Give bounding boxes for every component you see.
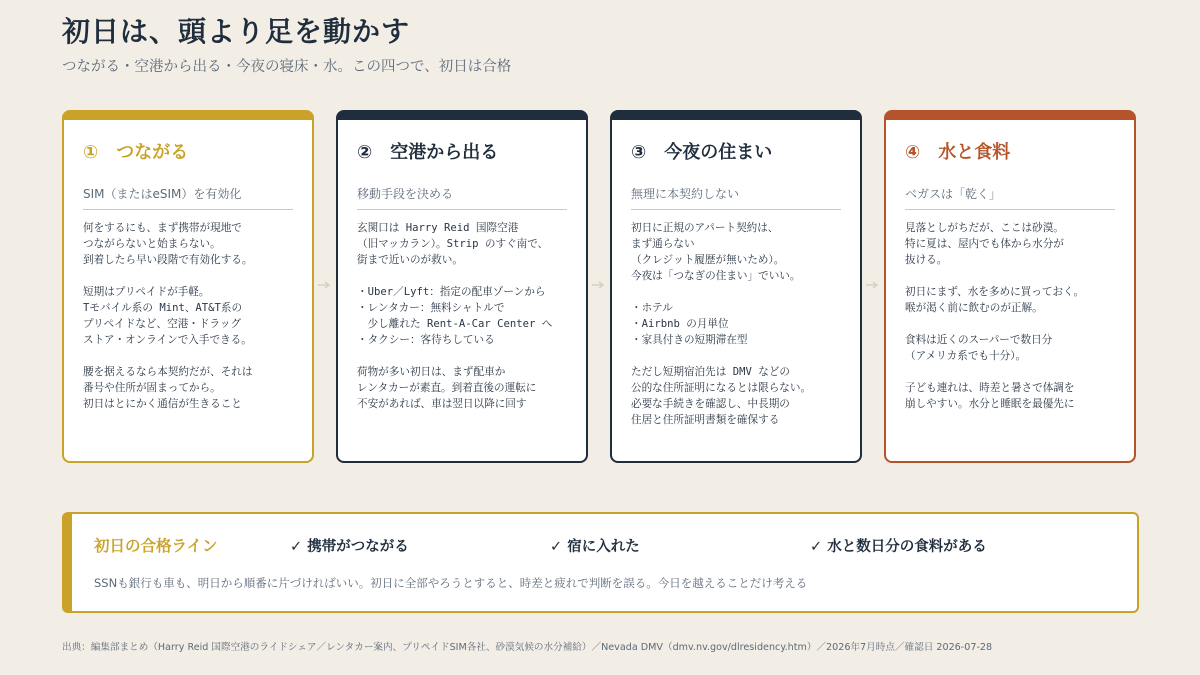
check-item-lodging: ✓ 宿に入れた	[550, 539, 640, 555]
card-water-food	[884, 110, 1136, 463]
card-divider	[357, 209, 567, 210]
arrow-right-icon	[318, 281, 332, 289]
summary-note: SSNも銀行も車も、明日から順番に片づければいい。初日に全部やろうとすると、時差と疲れで判断を誤る。今日を越えることだけ考える	[94, 576, 808, 590]
card-subtitle: 無理に本契約しない	[631, 187, 740, 201]
check-item-water-food: ✓ 水と数日分の食料がある	[810, 539, 987, 555]
page-subtitle: つながる・空港から出る・今夜の寝床・水。この四つで、初日は合格	[62, 59, 512, 75]
card-connect	[62, 110, 314, 463]
check-item-phone: ✓ 携帯がつながる	[290, 539, 409, 555]
card-lodging	[610, 110, 862, 463]
card-body: 何をするにも、まず携帯が現地で つながらないと始まらない。 到着したら早い段階で有効化する。 短期はプリペイドが手軽。 Tモバイル系の Mint、AT&T系の プリペイドなど、空港・ドラッグ ストア・オンラインで入手できる。 腰を据えるなら本契約だが、それは 番号や住所が固まってから。 初日はとにかく通信が生きること	[83, 222, 253, 410]
card-divider	[905, 209, 1115, 210]
card-subtitle: 移動手段を決める	[357, 187, 454, 201]
pass-line-summary	[62, 512, 1139, 613]
card-subtitle: SIM（またはeSIM）を有効化	[83, 187, 242, 201]
arrow-right-icon	[866, 281, 880, 289]
summary-label: 初日の合格ライン	[94, 537, 218, 555]
card-subtitle: ベガスは「乾く」	[905, 187, 1002, 201]
card-title: ③ 今夜の住まい	[631, 142, 773, 163]
card-body: 初日に正規のアパート契約は、 まず通らない （クレジット履歴が無いため）。 今夜は「つなぎの住まい」でいい。 ・ホテル ・Airbnb の月単位 ・家具付きの短期滞在型 ただし短期宿泊先は DMV などの 公的な住所証明になるとは限らない。 必要な手続きを確認し、中長期の 住居と住所証明書類を確保する	[631, 222, 812, 426]
source-note: 出典：編集部まとめ（Harry Reid 国際空港のライドシェア／レンタカー案内、プリペイドSIM各社、砂漠気候の水分補給）／Nevada DMV（dmv.nv.gov/dlresidency.htm）／2026年7月時点／確認日 2026-07-28	[62, 642, 993, 653]
card-body: 玄関口は Harry Reid 国際空港 （旧マッカラン）。Strip のすぐ南で、 街まで近いのが救い。 ・Uber／Lyft：指定の配車ゾーンから ・レンタカー：無料シャトルで 少し離れた Rent-A-Car Center へ ・タクシー：客待ちしている 荷物が多い初日は、まず配車か レンタカーが素直。到着直後の運転に 不安があれば、車は翌日以降に回す	[357, 222, 553, 410]
card-title: ② 空港から出る	[357, 142, 499, 163]
card-divider	[631, 209, 841, 210]
arrow-right-icon	[592, 281, 606, 289]
card-title: ④ 水と食料	[905, 142, 1011, 163]
page-title: 初日は、頭より足を動かす	[62, 15, 411, 48]
card-airport	[336, 110, 588, 463]
card-title: ① つながる	[83, 142, 189, 163]
card-divider	[83, 209, 293, 210]
card-body: 見落としがちだが、ここは砂漠。 特に夏は、屋内でも体から水分が 抜ける。 初日にまず、水を多めに買っておく。 喉が渇く前に飲むのが正解。 食料は近くのスーパーで数日分 （アメリカ系でも十分）。 子ども連れは、時差と暑さで体調を 崩しやすい。水分と睡眠を最優先に	[905, 222, 1085, 410]
